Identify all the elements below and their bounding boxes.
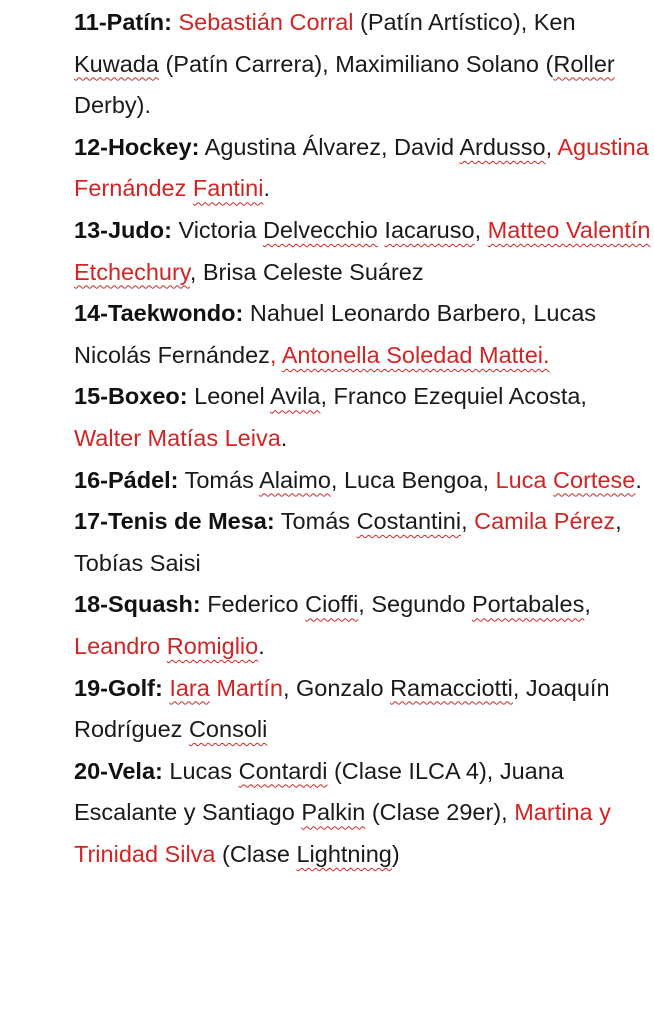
entry-text: .: [263, 175, 270, 202]
entry-text: Leonel: [187, 383, 270, 410]
entry-squash: [74, 584, 652, 667]
sport-label: 12-Hockey:: [74, 133, 200, 160]
highlighted-name-text: Sebastián Corral: [178, 9, 354, 35]
entry-text: (Patín Carrera), Maximiliano Solano (: [158, 50, 554, 77]
highlighted-name-text: Romiglio: [166, 632, 259, 659]
highlighted-name-text: Cortese: [553, 466, 636, 493]
entry-text: Alaimo: [259, 466, 331, 493]
entry-text: Tomás: [274, 508, 357, 535]
entry-text: (Clase 29er),: [365, 799, 515, 826]
entry-tenis-de-mesa: [74, 501, 652, 584]
highlighted-name-text: Walter Matías Leiva: [74, 424, 281, 451]
entry-text: Derby).: [74, 92, 152, 119]
sport-label: 16-Pádel:: [74, 466, 179, 493]
entry-text: (Clase: [215, 840, 297, 867]
highlighted-name-text: ,: [269, 341, 277, 368]
entry-golf: [74, 668, 652, 751]
sport-label: 13-Judo:: [74, 216, 172, 243]
entry-text: Ramacciotti: [390, 674, 513, 701]
entry-text: Lightning: [296, 840, 392, 867]
highlighted-name-text: Luca: [495, 466, 554, 493]
entry-text: Tomás: [178, 466, 260, 493]
entry-text: Iacaruso: [384, 216, 475, 243]
entry-text: , Tobías Saisi: [74, 508, 622, 576]
entry-taekwondo: [74, 293, 652, 376]
highlighted-name-text: Iara: [169, 674, 210, 701]
highlighted-name-text: Camila Pérez: [474, 508, 616, 535]
sport-label: 11-Patín:: [74, 9, 172, 35]
entry-text: Agustina Álvarez, David: [199, 133, 460, 160]
entry-text: Federico: [200, 591, 306, 618]
entry-text: (Patín Artístico), Ken: [353, 9, 576, 35]
entry-text: Portabales: [471, 591, 585, 618]
entry-text: ,: [545, 133, 558, 160]
sport-label: 17-Tenis de Mesa:: [74, 508, 275, 535]
entry-text: Palkin: [301, 799, 366, 826]
entry-text: Roller: [553, 50, 615, 77]
entry-text: .: [280, 424, 288, 451]
highlighted-name-text: Antonella Soledad Mattei.: [281, 341, 550, 368]
entry-text: Consoli: [188, 716, 268, 743]
entry-text: ,: [584, 591, 591, 618]
entry-text: Victoria: [171, 216, 263, 243]
entry-text: Costantini: [356, 508, 462, 535]
highlighted-name-text: Agustina Fernández: [74, 133, 649, 202]
entry-text: (Clase ILCA 4), Juana Escalante y Santiago: [74, 757, 564, 826]
entry-text: Cioffi: [305, 591, 359, 618]
entry-text: Lucas: [162, 757, 239, 784]
entry-text: , Gonzalo: [282, 674, 391, 701]
entry-patin: [74, 2, 652, 127]
sport-label: 18-Squash:: [74, 591, 201, 618]
highlighted-name-text: Martina y Trinidad Silva: [74, 799, 611, 867]
sport-label: 15-Boxeo:: [74, 383, 188, 410]
entry-text: Avila: [269, 383, 321, 410]
entry-padel: [74, 460, 652, 502]
highlighted-name-text: Fantini: [192, 175, 264, 202]
entry-text: Delvecchio: [262, 216, 378, 243]
entry-text: , Joaquín Rodríguez: [74, 674, 610, 743]
entry-text: Kuwada: [74, 50, 159, 77]
entry-text: ,: [461, 508, 475, 535]
entry-hockey: [74, 127, 652, 210]
entry-text: ): [391, 840, 400, 867]
entry-text: , Luca Bengoa,: [330, 466, 496, 493]
highlighted-name-text: Martín: [209, 674, 283, 701]
entry-text: Ardusso: [459, 133, 546, 160]
sport-label: 19-Golf:: [74, 674, 163, 701]
entry-text: , Brisa Celeste Suárez: [189, 258, 424, 285]
entry-text: .: [635, 466, 642, 493]
entry-text: ,: [474, 216, 488, 243]
sport-label: 20-Vela:: [74, 757, 163, 784]
entry-text: Nahuel Leonardo Barbero, Lucas Nicolás Fernández: [74, 300, 597, 368]
sport-label: 14-Taekwondo:: [74, 300, 244, 327]
entry-vela: [74, 751, 652, 876]
entry-text: Contardi: [238, 757, 328, 784]
entry-text: , Franco Ezequiel Acosta,: [320, 383, 587, 410]
entry-text: , Segundo: [358, 591, 472, 618]
entry-boxeo: [74, 376, 652, 459]
highlighted-name-text: Matteo Valentín Etchechury: [74, 216, 651, 285]
highlighted-name-text: Leandro: [74, 632, 167, 659]
entry-text: .: [258, 632, 265, 659]
entry-judo: [74, 210, 652, 293]
